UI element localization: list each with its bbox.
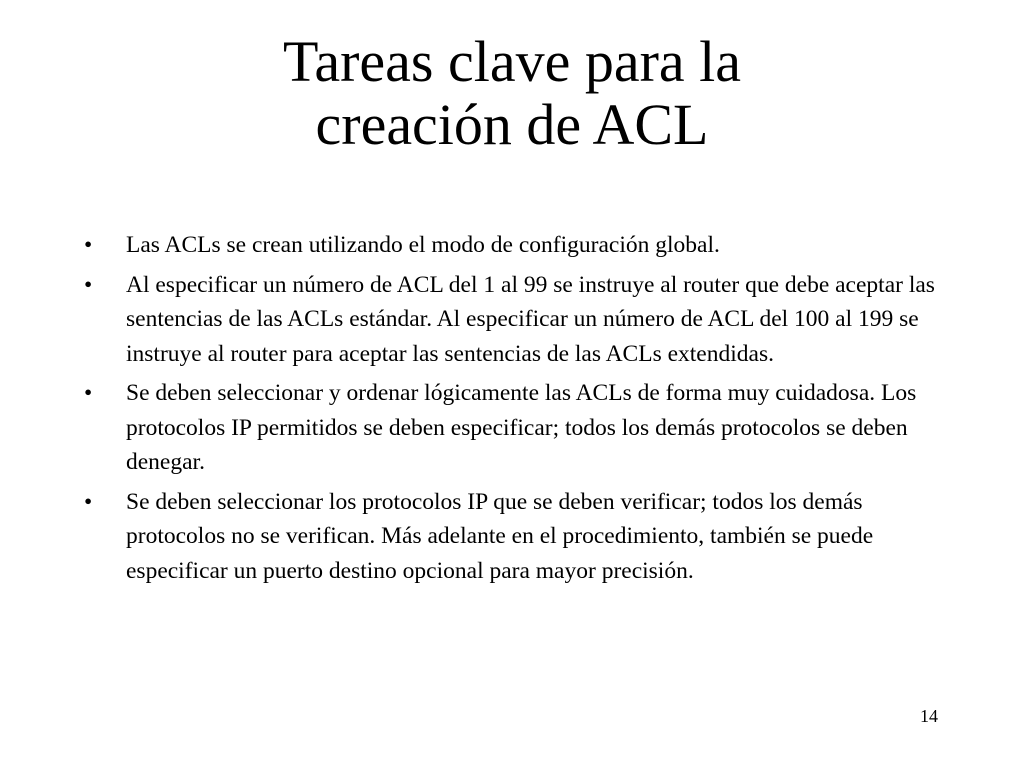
bullet-list	[82, 228, 952, 593]
bullet-item	[82, 376, 952, 480]
bullet-text: Se deben seleccionar y ordenar lógicamente las ACLs de forma muy cuidadosa. Los protocolos IP permitidos se deben especificar; todos los demás protocolos se deben denegar.	[126, 380, 917, 475]
bullet-text: Se deben seleccionar los protocolos IP que se deben verificar; todos los demás protocolos no se verifican. Más adelante en el procedimiento, también se puede especificar un puerto destino opcional para mayor precisión.	[126, 488, 874, 584]
bullet-text: Las ACLs se crean utilizando el modo de configuración global.	[126, 232, 720, 258]
bullet-text: Al especificar un número de ACL del 1 al 99 se instruye al router que debe aceptar las sentencias de las ACLs estándar. Al especificar un número de ACL del 100 al 199 se instruye al router para aceptar las sentencias de las ACLs extendidas.	[126, 271, 935, 367]
bullet-marker: •	[84, 488, 93, 515]
slide-title-line-2: creación de ACL	[315, 92, 709, 157]
bullet-marker: •	[84, 271, 93, 298]
slide-title-line-1: Tareas clave para la	[283, 29, 741, 94]
bullet-item	[82, 485, 952, 589]
page-number: 14	[920, 706, 938, 726]
bullet-marker: •	[84, 380, 93, 406]
slide-title	[0, 30, 1024, 156]
bullet-marker: •	[84, 232, 93, 258]
bullet-item	[82, 228, 952, 263]
bullet-item	[82, 268, 952, 372]
